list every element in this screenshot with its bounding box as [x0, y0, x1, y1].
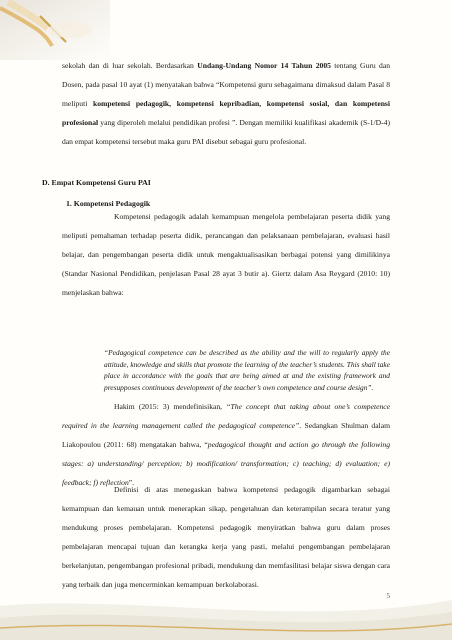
para4-text: Definisi di atas menegaskan bahwa kompetensi pedagogik digambarkan sebagai kemampuan dan kemauan untuk menerapkan sikap, pengetahuan dan keterampilan secara teratur yang mendukung proses pembelajaran. Kompetensi pedagogik menyiratkan bahwa guru dalam proses pembelajaran mencapai tujuan dan kerangka kerja yang pasti, melalui pengembangan pembelajaran berkelanjutan, pengembangan profesional pribadi, mendukung dan memfasilitasi belajar siswa dengan cara yang terbaik dan juga mencerminkan kemampuan berkolaborasi. [62, 485, 390, 589]
paragraph-pedagogic-definition [62, 207, 390, 302]
paragraph-conclusion [62, 480, 390, 594]
para1-text-a: sekolah dan di luar sekolah. Berdasarkan [62, 61, 198, 70]
hakim-quote: “The concept that taking about one’s competence required in the learning management called the pedagogical competence” [62, 402, 390, 430]
para3-text-c: . Sedangkan Shulman dalam Liakopoulou (2011: 68) mengatakan bahwa, “ [62, 421, 390, 449]
paragraph-intro [62, 56, 390, 151]
shulman-quote: pedagogical thought and action go through the following stages: a) understanding/ perception; b) modification/ transformation; c) teaching; d) evaluation; e) feedback; f) reflection [62, 440, 390, 487]
para1-text-c: tentang Guru dan Dosen, pada pasal 10 ayat (1) menyatakan bahwa “Kompetensi guru sebagaimana dimaksud dalam Pasal 8 meliputi [62, 61, 390, 108]
section-heading-d: D. Empat Kompetensi Guru PAI [42, 178, 151, 187]
corner-decoration-image [0, 0, 110, 60]
page-number: 5 [386, 592, 390, 600]
competency-list: kompetensi pedagogik, kompetensi kepribadian, kompetensi sosial, dan kompetensi profesional [62, 99, 390, 127]
block-quote-giertz: “Pedagogical competence can be described as the ability and the will to regularly apply the attitude, knowledge and skills that promote the learning of the teacher’s students. This shall take place in accordance with the goals that are being aimed at and the existing framework and presupposes continuous development of the teacher’s own competence and course design”. [104, 348, 390, 392]
paragraph-hakim-shulman [62, 397, 390, 492]
para1-text-e: yang diperoleh melalui pendidikan profesi ”. Dengan memiliki kualifikasi akademik (S-1/D-4) dan empat kompetensi tersebut maka guru PAI disebut sebagai guru profesional. [62, 118, 390, 146]
para2-text: Kompetensi pedagogik adalah kemampuan mengelola pembelajaran peserta didik yang meliputi pemahaman terhadap peserta didik, perancangan dan pelaksanaan pembelajaran, evaluasi hasil belajar, dan pengembangan peserta didik untuk mengaktualisasikan berbagai potensi yang dimilikinya (Standar Nasional Pendidikan, penjelasan Pasal 28 ayat 3 butir a). Giertz dalam Asa Reygard (2010: 10) menjelaskan bahwa: [62, 212, 390, 297]
para3-text-a: Hakim (2015: 3) mendefinisikan, [114, 402, 227, 411]
law-reference: Undang-Undang Nomor 14 Tahun 2005 [197, 61, 331, 70]
para3-text-e: ”. [128, 478, 135, 487]
subsection-heading-1: 1. Kompetensi Pedagogik [66, 199, 151, 208]
bottom-wave-decoration [0, 588, 452, 640]
